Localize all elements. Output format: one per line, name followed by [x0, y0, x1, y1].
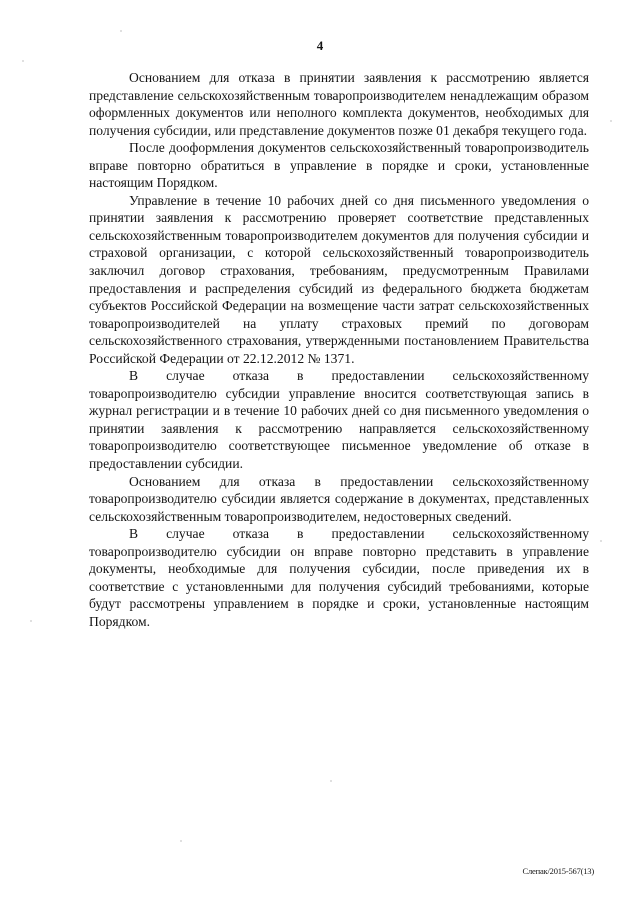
scan-speck	[180, 840, 182, 842]
scan-speck	[610, 120, 612, 122]
scan-speck	[22, 60, 24, 62]
document-reference-code: Слепак/2015-567(13)	[522, 866, 594, 876]
paragraph-verification: Управление в течение 10 рабочих дней со дня письменного уведомления о принятии заявления к рассмотрению проверяет соответствие представленных сельскохозяйственным товаропроизводителем документов для получения субсидии и страховой организации, с которой сельскохозяйственный товаропроизводитель заключил договор страхования, требованиям, предусмотренным Правилами предоставления и распределения субсидий из федерального бюджета бюджетам субъектов Российской Федерации на возмещение части затрат сельскохозяйственных товаропроизводителей на уплату страховых премий по договорам сельскохозяйственного страхования, утвержденными постановлением Правительства Российской Федерации от 22.12.2012 № 1371.	[89, 192, 589, 366]
body-text	[89, 69, 589, 631]
page-number: 4	[316, 38, 324, 53]
paragraph-refusal-notice: В случае отказа в предоставлении сельскохозяйственному товаропроизводителю субсидии управление вносится соответствующая запись в журнал регистрации и в течение 10 рабочих дней со дня письменного уведомления о принятии заявления к рассмотрению направляется сельскохозяйственному товаропроизводителю соответствующее письменное уведомление об отказе в предоставлении субсидии.	[89, 368, 589, 472]
paragraph-repeat-application: В случае отказа в предоставлении сельскохозяйственному товаропроизводителю субсидии он вправе повторно представить в управление документы, необходимые для получения субсидии, после приведения их в соответствие с установленными для получения субсидий требованиями, которые будут рассмотрены управлением в порядке и сроки, установленные настоящим Порядком.	[89, 526, 589, 629]
paragraph-refusal-grounds: Основанием для отказа в принятии заявления к рассмотрению является представление сельскохозяйственным товаропроизводителем ненадлежащим образом оформленных документов или неполного комплекта документов, необходимых для получения субсидии, или представление документов позже 01 декабря текущего года.	[89, 70, 589, 138]
paragraph-resubmission: После дооформления документов сельскохозяйственный товаропроизводитель вправе повторно обратиться в управление в порядке и сроки, установленные настоящим Порядком.	[89, 140, 589, 191]
scan-speck	[30, 620, 32, 622]
paragraph-unreliable-info: Основанием для отказа в предоставлении сельскохозяйственному товаропроизводителю субсидии является содержание в документах, представленных сельскохозяйственным товаропроизводителем, недостоверных сведений.	[89, 473, 589, 524]
scan-speck	[120, 30, 122, 32]
scan-speck	[600, 540, 602, 542]
scan-speck	[330, 780, 332, 782]
